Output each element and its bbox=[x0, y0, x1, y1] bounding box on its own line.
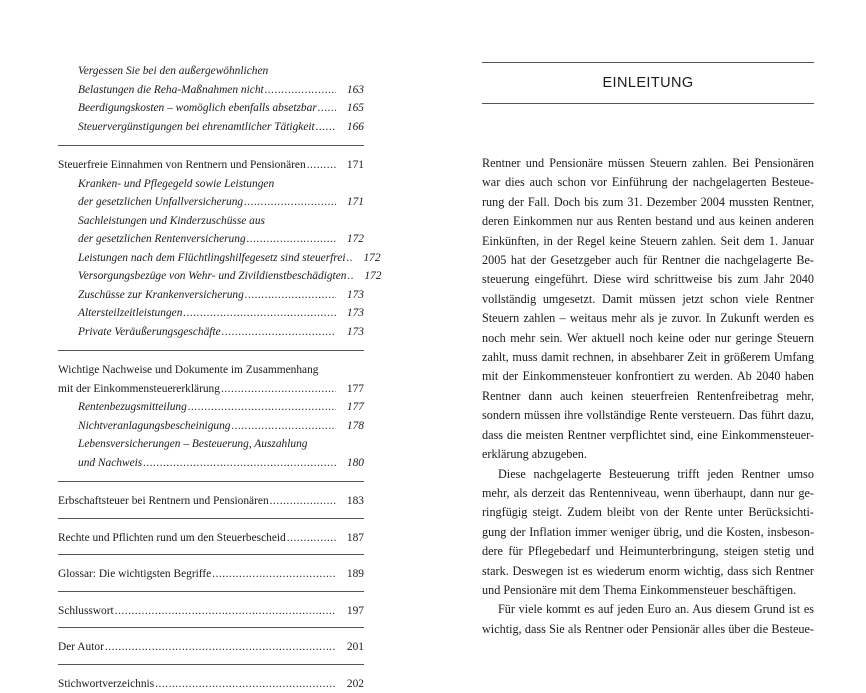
text-line: vollständig umgesetzt. Damit müssen jetzt schon viele Rentner bbox=[482, 290, 814, 309]
toc-entry[interactable] bbox=[58, 361, 364, 398]
toc-entry[interactable] bbox=[58, 492, 364, 511]
toc-page-number: 173 bbox=[338, 323, 364, 342]
toc-group bbox=[58, 481, 364, 518]
toc-subentry[interactable] bbox=[58, 175, 364, 212]
toc-entry-title: Nichtveranlagungsbescheinigung bbox=[78, 417, 230, 436]
toc-page-number: 172 bbox=[355, 249, 381, 268]
toc-entry-title: Versorgungsbezüge von Wehr- und Zivildienstbeschädigten bbox=[78, 267, 346, 286]
toc-entry-title: Steuervergünstigungen bei ehrenamtlicher Tätigkeit bbox=[78, 118, 315, 137]
title-rule bbox=[482, 103, 814, 104]
toc-entry-title: Erbschaftsteuer bei Rentnern und Pensionären bbox=[58, 492, 269, 511]
toc-subentry[interactable] bbox=[58, 118, 364, 137]
toc-page-number: 202 bbox=[338, 675, 364, 693]
text-line: war dies auch schon vor Einführung der nachgelagerten Besteue- bbox=[482, 173, 814, 192]
text-line: und Pensionäre mit dem Thema Einkommensteuer beschäftigen. bbox=[482, 581, 814, 600]
toc-entry-title: und Nachweis bbox=[78, 454, 142, 473]
table-of-contents bbox=[58, 62, 364, 693]
leader-dots bbox=[244, 193, 336, 212]
chapter-title: EINLEITUNG bbox=[482, 63, 814, 103]
toc-group bbox=[58, 591, 364, 628]
toc-entry-title: Wichtige Nachweise und Dokumente im Zusammenhang bbox=[58, 364, 319, 376]
text-line: mehr, als derzeit das Rentenniveau, wenn überhaupt, dann nur ge- bbox=[482, 484, 814, 503]
toc-group bbox=[58, 664, 364, 693]
text-line: Rentner dann auch keinen steuerfreien Rentenfreibetrag mehr, bbox=[482, 387, 814, 406]
toc-entry-title: Beerdigungskosten – womöglich ebenfalls absetzbar bbox=[78, 99, 317, 118]
toc-entry-title: Sachleistungen und Kinderzuschüsse aus bbox=[78, 215, 265, 227]
toc-page-number: 187 bbox=[338, 529, 364, 548]
toc-entry-title: der gesetzlichen Rentenversicherung bbox=[78, 230, 246, 249]
chapter-body bbox=[482, 154, 814, 639]
toc-page-number: 171 bbox=[338, 193, 364, 212]
toc-entry-title: Belastungen die Reha-Maßnahmen nicht bbox=[78, 81, 264, 100]
toc-entry-title: Stichwortverzeichnis bbox=[58, 675, 154, 693]
paragraph bbox=[482, 465, 814, 601]
leader-dots bbox=[316, 118, 336, 137]
toc-subentry[interactable] bbox=[58, 304, 364, 323]
toc-page-number: 189 bbox=[338, 565, 364, 584]
text-line: 2005 hat der Gesetzgeber auch für Rentner die nachgelagerte Be- bbox=[482, 251, 814, 270]
toc-entry-title: Der Autor bbox=[58, 638, 104, 657]
toc-entry-title: Leistungen nach dem Flüchtlingshilfegesetz sind steuerfrei bbox=[78, 249, 346, 268]
leader-dots bbox=[307, 156, 336, 175]
text-line: Diese nachgelagerte Besteuerung trifft jeden Rentner umso bbox=[482, 465, 814, 484]
toc-page-number: 165 bbox=[338, 99, 364, 118]
leader-dots bbox=[105, 638, 336, 657]
toc-entry-title: Lebensversicherungen – Besteuerung, Auszahlung bbox=[78, 438, 307, 450]
toc-group bbox=[58, 145, 364, 350]
toc-entry-title: Steuerfreie Einnahmen von Rentnern und Pensionären bbox=[58, 156, 306, 175]
leader-dots bbox=[347, 249, 353, 268]
toc-subentry[interactable] bbox=[58, 99, 364, 118]
toc-page-number: 201 bbox=[338, 638, 364, 657]
paragraph bbox=[482, 154, 814, 465]
toc-subentry[interactable] bbox=[58, 417, 364, 436]
toc-entry-title: Rechte und Pflichten rund um den Steuerbescheid bbox=[58, 529, 286, 548]
toc-group bbox=[58, 62, 364, 145]
text-line: rung der Fall. Doch bis zum 31. Dezember 2004 mussten Rentner, bbox=[482, 193, 814, 212]
toc-page-number: 183 bbox=[338, 492, 364, 511]
toc-subentry[interactable] bbox=[58, 435, 364, 472]
text-line: dere für Pflegebedarf und Heimunterbringung, steigen stetig und bbox=[482, 542, 814, 561]
chapter-page bbox=[482, 62, 814, 639]
toc-entry-title: Schlusswort bbox=[58, 602, 114, 621]
toc-entry[interactable] bbox=[58, 529, 364, 548]
toc-subentry[interactable] bbox=[58, 249, 364, 268]
toc-entry[interactable] bbox=[58, 565, 364, 584]
toc-entry[interactable] bbox=[58, 156, 364, 175]
leader-dots bbox=[222, 323, 336, 342]
toc-page-number: 177 bbox=[338, 398, 364, 417]
toc-page-number: 172 bbox=[355, 267, 381, 286]
text-line: zahlt, muss damit rechnen, in absehbarer Zeit in größerem Umfang bbox=[482, 348, 814, 367]
toc-entry[interactable] bbox=[58, 675, 364, 693]
toc-entry-title: Glossar: Die wichtigsten Begriffe bbox=[58, 565, 211, 584]
toc-entry-title: der gesetzlichen Unfallversicherung bbox=[78, 193, 243, 212]
toc-page-number: 180 bbox=[338, 454, 364, 473]
toc-subentry[interactable] bbox=[58, 267, 364, 286]
toc-group bbox=[58, 518, 364, 555]
toc-group bbox=[58, 350, 364, 481]
toc-page-number: 172 bbox=[338, 230, 364, 249]
text-line: Steuern zahlen – weitaus mehr als je zuvor. In Zukunft werden es bbox=[482, 309, 814, 328]
toc-page-number: 166 bbox=[338, 118, 364, 137]
toc-entry-title: Private Veräußerungsgeschäfte bbox=[78, 323, 221, 342]
toc-page-number: 171 bbox=[338, 156, 364, 175]
text-line: Einkünften, in der Regel keine Steuern zahlen. Seit dem 1. Januar bbox=[482, 232, 814, 251]
text-line: deren Einkommen nur aus Renten bestand und aus keinen anderen bbox=[482, 212, 814, 231]
toc-page-number: 163 bbox=[338, 81, 364, 100]
leader-dots bbox=[155, 675, 336, 693]
text-line: Für viele kommt es auf jeden Euro an. Aus diesem Grund ist es bbox=[482, 600, 814, 619]
toc-entry-title: Rentenbezugsmitteilung bbox=[78, 398, 187, 417]
leader-dots bbox=[347, 267, 353, 286]
text-line: Rentner und Pensionäre müssen Steuern zahlen. Bei Pensionären bbox=[482, 154, 814, 173]
toc-page-number: 178 bbox=[338, 417, 364, 436]
toc-page-number: 177 bbox=[338, 380, 364, 399]
toc-group bbox=[58, 554, 364, 591]
leader-dots bbox=[265, 81, 336, 100]
toc-entry-title: Altersteilzeitleistungen bbox=[78, 304, 182, 323]
leader-dots bbox=[221, 380, 336, 399]
leader-dots bbox=[245, 286, 336, 305]
text-line: dass die meisten Rentner verpflichtet sind, eine Einkommensteuer- bbox=[482, 426, 814, 445]
toc-entry[interactable] bbox=[58, 602, 364, 621]
toc-page-number: 173 bbox=[338, 304, 364, 323]
toc-page-number: 173 bbox=[338, 286, 364, 305]
leader-dots bbox=[247, 230, 336, 249]
toc-entry-title: Kranken- und Pflegegeld sowie Leistungen bbox=[78, 178, 274, 190]
toc-subentry[interactable] bbox=[58, 62, 364, 99]
toc-entry-title: Vergessen Sie bei den außergewöhnlichen bbox=[78, 65, 268, 77]
toc-subentry[interactable] bbox=[58, 398, 364, 417]
text-line: stark. Deswegen ist es wiederum enorm wichtig, dass sich Rentner bbox=[482, 562, 814, 581]
toc-entry-title: Zuschüsse zur Krankenversicherung bbox=[78, 286, 244, 305]
leader-dots bbox=[143, 454, 336, 473]
text-line: erklärung abzugeben. bbox=[482, 445, 814, 464]
paragraph bbox=[482, 600, 814, 639]
text-line: sondern müssen ihre vollständige Rente versteuern. Das führt dazu, bbox=[482, 406, 814, 425]
toc-page-number: 197 bbox=[338, 602, 364, 621]
toc-subentry[interactable] bbox=[58, 323, 364, 342]
text-line: mit der Einkommensteuer konfrontiert zu werden. Ab 2040 haben bbox=[482, 367, 814, 386]
toc-entry-title: mit der Einkommensteuererklärung bbox=[58, 380, 220, 399]
leader-dots bbox=[270, 492, 336, 511]
leader-dots bbox=[231, 417, 336, 436]
leader-dots bbox=[212, 565, 336, 584]
toc-subentry[interactable] bbox=[58, 212, 364, 249]
toc-entry[interactable] bbox=[58, 638, 364, 657]
toc-group bbox=[58, 627, 364, 664]
leader-dots bbox=[115, 602, 336, 621]
text-line: wichtig, dass Sie als Rentner oder Pensionär alles über die Besteue- bbox=[482, 620, 814, 639]
text-line: gung der Inflation immer weniger übrig, und die Kosten, insbeson- bbox=[482, 523, 814, 542]
toc-subentry[interactable] bbox=[58, 286, 364, 305]
leader-dots bbox=[318, 99, 336, 118]
text-line: steuerung eingeführt. Diese wird schrittweise bis zum Jahr 2040 bbox=[482, 270, 814, 289]
leader-dots bbox=[188, 398, 336, 417]
leader-dots bbox=[287, 529, 336, 548]
text-line: noch mehr sein. Wer aktuell noch keine oder nur geringe Steuern bbox=[482, 329, 814, 348]
leader-dots bbox=[183, 304, 336, 323]
text-line: ringfügig steigt. Zudem bleibt von der Rente unter Berücksichti- bbox=[482, 503, 814, 522]
